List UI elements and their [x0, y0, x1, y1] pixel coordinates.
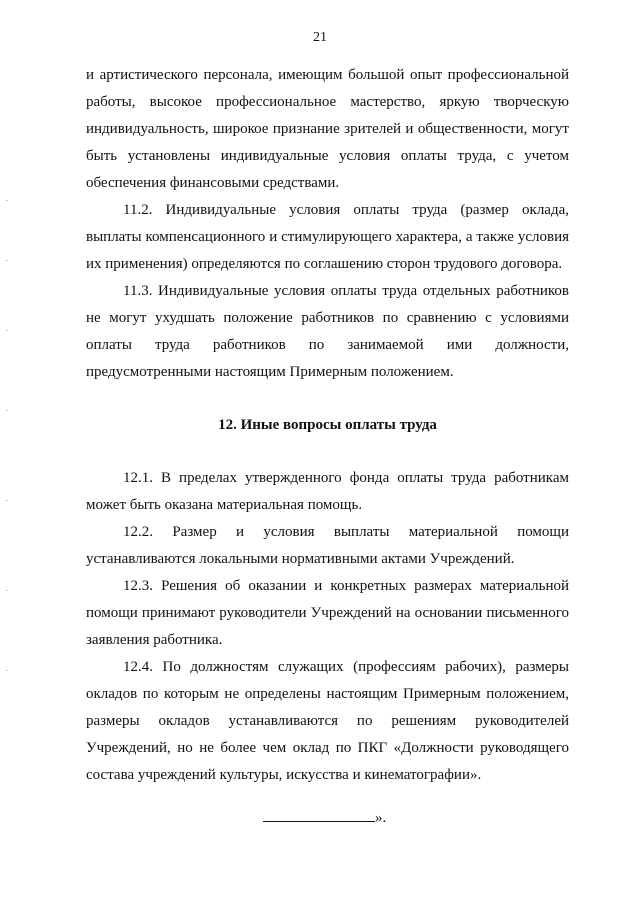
paragraph-12-4: 12.4. По должностям служащих (профессиям рабочих), размеры окладов по которым не определены настоящим Примерным положением, размеры окладов устанавливаются по решениям руководителей Учреждений, но не более чем оклад по ПКГ «Должности руководящего состава учреждений культуры, искусства и кинематографии».	[86, 659, 569, 783]
paragraph-12-1: 12.1. В пределах утвержденного фонда оплаты труда работникам может быть оказана материальная помощь.	[86, 470, 569, 513]
closing-signature-line	[263, 808, 386, 828]
document-body	[86, 62, 569, 789]
closing-quote: ».	[375, 810, 387, 826]
paragraph-12-2: 12.2. Размер и условия выплаты материальной помощи устанавливаются локальными нормативными актами Учреждений.	[86, 524, 569, 567]
blank-underline	[263, 808, 375, 822]
paragraph-11-3: 11.3. Индивидуальные условия оплаты труда отдельных работников не могут ухудшать положение работников по сравнению с условиями оплаты труда работников по занимаемой ими должности, предусмотренными настоящим Примерным положением.	[86, 283, 569, 380]
scan-margin-marks	[6, 200, 8, 720]
paragraph-12-3: 12.3. Решения об оказании и конкретных размерах материальной помощи принимают руководители Учреждений на основании письменного заявления работника.	[86, 578, 569, 648]
paragraph-continuation: и артистического персонала, имеющим большой опыт профессиональной работы, высокое профессиональное мастерство, яркую творческую индивидуальность, широкое признание зрителей и общественности, могут быть установлены индивидуальные условия оплаты труда, с учетом обеспечения финансовыми средствами.	[86, 67, 569, 191]
page-number: 21	[313, 30, 327, 45]
section-heading: 12. Иные вопросы оплаты труда	[218, 417, 437, 433]
paragraph-11-2: 11.2. Индивидуальные условия оплаты труда (размер оклада, выплаты компенсационного и стимулирующего характера, а также условия их применения) определяются по соглашению сторон трудового договора.	[86, 202, 569, 272]
